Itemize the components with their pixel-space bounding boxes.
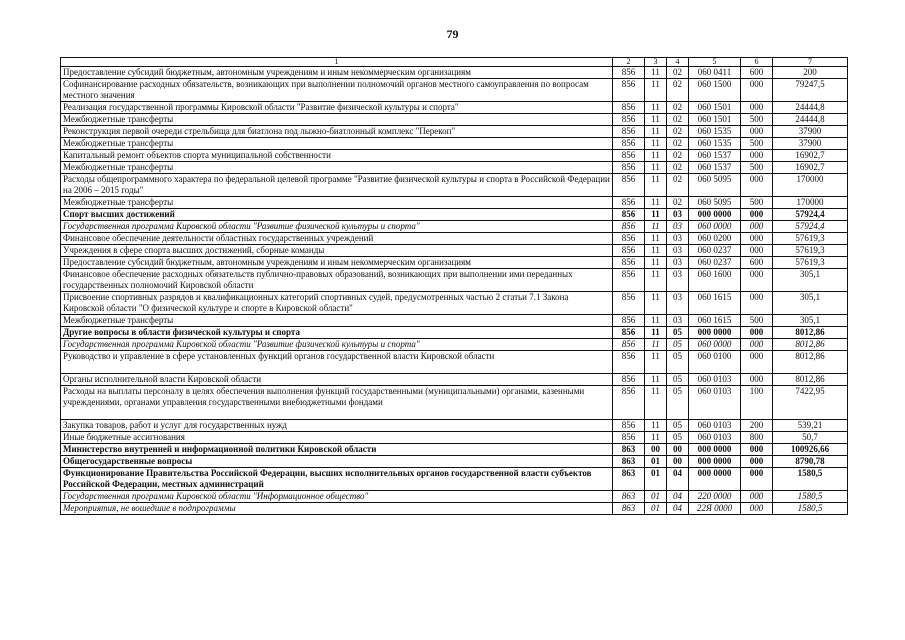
cell-section: 11 bbox=[645, 174, 667, 197]
budget-table bbox=[60, 57, 848, 515]
cell-amount: 305,1 bbox=[773, 269, 848, 292]
cell-kind: 000 bbox=[741, 339, 773, 351]
cell-amount: 8012,86 bbox=[773, 351, 848, 374]
cell-section: 01 bbox=[645, 503, 667, 515]
table-row bbox=[61, 162, 848, 174]
table-row bbox=[61, 315, 848, 327]
cell-amount: 8012,86 bbox=[773, 339, 848, 351]
table-row bbox=[61, 79, 848, 102]
cell-section: 11 bbox=[645, 209, 667, 221]
cell-target: 060 1615 bbox=[689, 315, 741, 327]
row-name: Руководство и управление в сфере установленных функций органов государственной власти Кировской области bbox=[61, 351, 613, 374]
row-name: Органы исполнительной власти Кировской области bbox=[61, 374, 613, 386]
row-name: Государственная программа Кировской области "Развитие физической культуры и спорта" bbox=[61, 339, 613, 351]
cell-target: 060 5095 bbox=[689, 197, 741, 209]
table-row bbox=[61, 150, 848, 162]
cell-code: 856 bbox=[613, 233, 645, 245]
cell-target: 060 1615 bbox=[689, 292, 741, 315]
cell-subsection: 02 bbox=[667, 138, 689, 150]
cell-kind: 000 bbox=[741, 233, 773, 245]
cell-amount: 200 bbox=[773, 67, 848, 79]
cell-subsection: 02 bbox=[667, 162, 689, 174]
cell-amount: 57924,4 bbox=[773, 209, 848, 221]
cell-target: 060 0000 bbox=[689, 339, 741, 351]
cell-code: 856 bbox=[613, 150, 645, 162]
cell-section: 11 bbox=[645, 79, 667, 102]
column-header: 7 bbox=[773, 58, 848, 67]
cell-target: 000 0000 bbox=[689, 456, 741, 468]
cell-amount: 57619,3 bbox=[773, 245, 848, 257]
cell-subsection: 04 bbox=[667, 468, 689, 491]
table-row bbox=[61, 444, 848, 456]
cell-amount: 57619,3 bbox=[773, 233, 848, 245]
cell-target: 060 1501 bbox=[689, 102, 741, 114]
table-row bbox=[61, 257, 848, 269]
cell-subsection: 02 bbox=[667, 114, 689, 126]
cell-kind: 500 bbox=[741, 197, 773, 209]
table-row bbox=[61, 197, 848, 209]
cell-target: 060 0237 bbox=[689, 245, 741, 257]
cell-kind: 000 bbox=[741, 221, 773, 233]
cell-section: 11 bbox=[645, 233, 667, 245]
cell-subsection: 00 bbox=[667, 456, 689, 468]
row-name: Учреждения в сфере спорта высших достижений, сборные команды bbox=[61, 245, 613, 257]
row-name: Реализация государственной программы Кировской области "Развитие физической культуры и спорта" bbox=[61, 102, 613, 114]
table-row bbox=[61, 503, 848, 515]
cell-subsection: 03 bbox=[667, 209, 689, 221]
cell-code: 856 bbox=[613, 102, 645, 114]
cell-subsection: 05 bbox=[667, 420, 689, 432]
cell-section: 01 bbox=[645, 468, 667, 491]
cell-target: 060 1537 bbox=[689, 150, 741, 162]
cell-amount: 37900 bbox=[773, 126, 848, 138]
cell-kind: 000 bbox=[741, 444, 773, 456]
table-row bbox=[61, 114, 848, 126]
cell-kind: 000 bbox=[741, 150, 773, 162]
cell-amount: 16902,7 bbox=[773, 162, 848, 174]
cell-code: 856 bbox=[613, 351, 645, 374]
cell-target: 060 0237 bbox=[689, 257, 741, 269]
cell-section: 11 bbox=[645, 162, 667, 174]
cell-kind: 000 bbox=[741, 374, 773, 386]
cell-section: 01 bbox=[645, 491, 667, 503]
cell-section: 11 bbox=[645, 351, 667, 374]
cell-amount: 57924,4 bbox=[773, 221, 848, 233]
cell-section: 11 bbox=[645, 432, 667, 444]
cell-target: 060 1600 bbox=[689, 269, 741, 292]
cell-kind: 500 bbox=[741, 114, 773, 126]
table-row bbox=[61, 126, 848, 138]
column-header: 5 bbox=[689, 58, 741, 67]
cell-code: 856 bbox=[613, 126, 645, 138]
cell-subsection: 02 bbox=[667, 67, 689, 79]
row-name: Государственная программа Кировской области "Развитие физической культуры и спорта" bbox=[61, 221, 613, 233]
cell-target: 000 0000 bbox=[689, 444, 741, 456]
cell-section: 11 bbox=[645, 114, 667, 126]
cell-subsection: 05 bbox=[667, 339, 689, 351]
table-row bbox=[61, 269, 848, 292]
cell-kind: 600 bbox=[741, 67, 773, 79]
cell-target: 060 5095 bbox=[689, 174, 741, 197]
cell-target: 000 0000 bbox=[689, 327, 741, 339]
cell-subsection: 03 bbox=[667, 269, 689, 292]
row-name: Межбюджетные трансферты bbox=[61, 197, 613, 209]
row-name: Иные бюджетные ассигнования bbox=[61, 432, 613, 444]
cell-amount: 1580,5 bbox=[773, 503, 848, 515]
cell-section: 11 bbox=[645, 150, 667, 162]
cell-kind: 000 bbox=[741, 327, 773, 339]
cell-kind: 000 bbox=[741, 468, 773, 491]
cell-code: 856 bbox=[613, 420, 645, 432]
cell-amount: 170000 bbox=[773, 174, 848, 197]
page-number: 79 bbox=[446, 27, 459, 41]
cell-subsection: 03 bbox=[667, 257, 689, 269]
cell-amount: 7422,95 bbox=[773, 386, 848, 420]
cell-code: 856 bbox=[613, 79, 645, 102]
cell-target: 060 1501 bbox=[689, 114, 741, 126]
table-row bbox=[61, 374, 848, 386]
table-row bbox=[61, 327, 848, 339]
row-name: Мероприятия, не вошедшие в подпрограммы bbox=[61, 503, 613, 515]
row-name: Предоставление субсидий бюджетным, автономным учреждениям и иным некоммерческим организациям bbox=[61, 257, 613, 269]
table-row bbox=[61, 102, 848, 114]
cell-code: 856 bbox=[613, 245, 645, 257]
table-row bbox=[61, 233, 848, 245]
cell-code: 856 bbox=[613, 162, 645, 174]
cell-target: 220 0000 bbox=[689, 491, 741, 503]
cell-kind: 500 bbox=[741, 162, 773, 174]
table-row bbox=[61, 221, 848, 233]
row-name: Межбюджетные трансферты bbox=[61, 138, 613, 150]
cell-code: 863 bbox=[613, 468, 645, 491]
cell-section: 11 bbox=[645, 315, 667, 327]
cell-target: 060 0103 bbox=[689, 420, 741, 432]
cell-section: 11 bbox=[645, 197, 667, 209]
cell-section: 11 bbox=[645, 245, 667, 257]
cell-kind: 000 bbox=[741, 351, 773, 374]
cell-kind: 200 bbox=[741, 420, 773, 432]
row-name: Закупка товаров, работ и услуг для государственных нужд bbox=[61, 420, 613, 432]
cell-code: 856 bbox=[613, 374, 645, 386]
cell-target: 060 0411 bbox=[689, 67, 741, 79]
table-row bbox=[61, 292, 848, 315]
row-name: Расходы на выплаты персоналу в целях обеспечения выполнения функций государственными (муниципальными) органами, казенными учреждениями, органами управления государственными внебюджетными фондами bbox=[61, 386, 613, 420]
cell-code: 856 bbox=[613, 114, 645, 126]
cell-kind: 000 bbox=[741, 102, 773, 114]
cell-kind: 000 bbox=[741, 79, 773, 102]
table-row bbox=[61, 174, 848, 197]
row-name: Присвоение спортивных разрядов и квалификационных категорий спортивных судей, предусмотренных частью 2 статьи 7.1 Закона Кировской области "О физической культуре и спорте в Кировской области" bbox=[61, 292, 613, 315]
cell-subsection: 02 bbox=[667, 174, 689, 197]
cell-code: 856 bbox=[613, 138, 645, 150]
cell-kind: 000 bbox=[741, 292, 773, 315]
cell-amount: 1580,5 bbox=[773, 491, 848, 503]
cell-subsection: 05 bbox=[667, 327, 689, 339]
table-row bbox=[61, 67, 848, 79]
row-name: Софинансирование расходных обязательств, возникающих при выполнении полномочий органов местного самоуправления по вопросам местного значения bbox=[61, 79, 613, 102]
cell-subsection: 02 bbox=[667, 197, 689, 209]
column-header: 3 bbox=[645, 58, 667, 67]
row-name: Другие вопросы в области физической культуры и спорта bbox=[61, 327, 613, 339]
cell-code: 856 bbox=[613, 339, 645, 351]
cell-kind: 000 bbox=[741, 126, 773, 138]
row-name: Спорт высших достижений bbox=[61, 209, 613, 221]
table-header-row bbox=[61, 58, 848, 67]
cell-code: 863 bbox=[613, 503, 645, 515]
table-row bbox=[61, 209, 848, 221]
cell-subsection: 05 bbox=[667, 351, 689, 374]
cell-amount: 1580,5 bbox=[773, 468, 848, 491]
cell-kind: 800 bbox=[741, 432, 773, 444]
cell-code: 856 bbox=[613, 257, 645, 269]
cell-section: 11 bbox=[645, 257, 667, 269]
cell-kind: 000 bbox=[741, 491, 773, 503]
cell-section: 11 bbox=[645, 102, 667, 114]
cell-subsection: 05 bbox=[667, 386, 689, 420]
cell-subsection: 03 bbox=[667, 221, 689, 233]
row-name: Финансовое обеспечение деятельности областных государственных учреждений bbox=[61, 233, 613, 245]
row-name: Капитальный ремонт объектов спорта муниципальной собственности bbox=[61, 150, 613, 162]
cell-kind: 100 bbox=[741, 386, 773, 420]
cell-amount: 57619,3 bbox=[773, 257, 848, 269]
cell-target: 000 0000 bbox=[689, 209, 741, 221]
cell-section: 11 bbox=[645, 386, 667, 420]
row-name: Предоставление субсидий бюджетным, автономным учреждениям и иным некоммерческим организациям bbox=[61, 67, 613, 79]
table-row bbox=[61, 456, 848, 468]
cell-section: 11 bbox=[645, 374, 667, 386]
table-row bbox=[61, 468, 848, 491]
cell-section: 11 bbox=[645, 221, 667, 233]
column-header: 6 bbox=[741, 58, 773, 67]
cell-section: 11 bbox=[645, 420, 667, 432]
cell-kind: 600 bbox=[741, 257, 773, 269]
cell-code: 856 bbox=[613, 432, 645, 444]
cell-subsection: 02 bbox=[667, 102, 689, 114]
cell-subsection: 02 bbox=[667, 126, 689, 138]
cell-amount: 539,21 bbox=[773, 420, 848, 432]
cell-kind: 500 bbox=[741, 315, 773, 327]
row-name: Межбюджетные трансферты bbox=[61, 162, 613, 174]
cell-code: 856 bbox=[613, 209, 645, 221]
cell-kind: 000 bbox=[741, 456, 773, 468]
cell-amount: 305,1 bbox=[773, 292, 848, 315]
table-row bbox=[61, 386, 848, 420]
cell-section: 11 bbox=[645, 292, 667, 315]
row-name: Функционирование Правительства Российской Федерации, высших исполнительных органов государственной власти субъектов Российской Федерации, местных администраций bbox=[61, 468, 613, 491]
cell-code: 856 bbox=[613, 67, 645, 79]
cell-subsection: 02 bbox=[667, 150, 689, 162]
cell-amount: 24444,8 bbox=[773, 102, 848, 114]
column-header: 4 bbox=[667, 58, 689, 67]
cell-code: 856 bbox=[613, 174, 645, 197]
cell-code: 856 bbox=[613, 269, 645, 292]
cell-target: 22Я 0000 bbox=[689, 503, 741, 515]
cell-amount: 8012,86 bbox=[773, 327, 848, 339]
cell-target: 060 0103 bbox=[689, 432, 741, 444]
table-row bbox=[61, 432, 848, 444]
table-body bbox=[61, 67, 848, 515]
cell-section: 01 bbox=[645, 456, 667, 468]
cell-kind: 000 bbox=[741, 209, 773, 221]
cell-target: 060 1535 bbox=[689, 126, 741, 138]
cell-section: 11 bbox=[645, 327, 667, 339]
cell-subsection: 05 bbox=[667, 432, 689, 444]
table-row bbox=[61, 339, 848, 351]
table-row bbox=[61, 420, 848, 432]
table-row bbox=[61, 245, 848, 257]
row-name: Межбюджетные трансферты bbox=[61, 315, 613, 327]
cell-amount: 8012,86 bbox=[773, 374, 848, 386]
cell-code: 856 bbox=[613, 386, 645, 420]
cell-section: 11 bbox=[645, 126, 667, 138]
cell-target: 060 1537 bbox=[689, 162, 741, 174]
cell-subsection: 03 bbox=[667, 233, 689, 245]
cell-target: 000 0000 bbox=[689, 468, 741, 491]
cell-code: 856 bbox=[613, 327, 645, 339]
cell-code: 863 bbox=[613, 444, 645, 456]
cell-code: 856 bbox=[613, 292, 645, 315]
table-row bbox=[61, 491, 848, 503]
cell-code: 856 bbox=[613, 315, 645, 327]
cell-target: 060 1500 bbox=[689, 79, 741, 102]
cell-subsection: 04 bbox=[667, 503, 689, 515]
cell-amount: 50,7 bbox=[773, 432, 848, 444]
cell-section: 00 bbox=[645, 444, 667, 456]
cell-amount: 24444,8 bbox=[773, 114, 848, 126]
row-name: Государственная программа Кировской области "Информационное общество" bbox=[61, 491, 613, 503]
cell-section: 11 bbox=[645, 339, 667, 351]
cell-target: 060 0000 bbox=[689, 221, 741, 233]
cell-subsection: 00 bbox=[667, 444, 689, 456]
row-name: Финансовое обеспечение расходных обязательств публично-правовых образований, возникающих при выполнении ими переданных государственных полномочий Кировской области bbox=[61, 269, 613, 292]
cell-target: 060 0103 bbox=[689, 374, 741, 386]
row-name: Межбюджетные трансферты bbox=[61, 114, 613, 126]
cell-amount: 100926,66 bbox=[773, 444, 848, 456]
cell-section: 11 bbox=[645, 138, 667, 150]
cell-code: 863 bbox=[613, 491, 645, 503]
cell-amount: 37900 bbox=[773, 138, 848, 150]
cell-amount: 79247,5 bbox=[773, 79, 848, 102]
cell-code: 856 bbox=[613, 197, 645, 209]
row-name: Министерство внутренней и информационной политики Кировской области bbox=[61, 444, 613, 456]
cell-target: 060 0100 bbox=[689, 351, 741, 374]
cell-section: 11 bbox=[645, 67, 667, 79]
row-name: Общегосударственные вопросы bbox=[61, 456, 613, 468]
table-row bbox=[61, 138, 848, 150]
cell-kind: 500 bbox=[741, 138, 773, 150]
cell-kind: 000 bbox=[741, 269, 773, 292]
table-row bbox=[61, 351, 848, 374]
column-header: 2 bbox=[613, 58, 645, 67]
cell-section: 11 bbox=[645, 269, 667, 292]
cell-amount: 305,1 bbox=[773, 315, 848, 327]
cell-amount: 8790,78 bbox=[773, 456, 848, 468]
row-name: Расходы общепрограммного характера по федеральной целевой программе "Развитие физической культуры и спорта в Российской Федерации на 2006 – 2015 годы" bbox=[61, 174, 613, 197]
cell-target: 060 1535 bbox=[689, 138, 741, 150]
cell-code: 863 bbox=[613, 456, 645, 468]
cell-amount: 16902,7 bbox=[773, 150, 848, 162]
cell-subsection: 02 bbox=[667, 79, 689, 102]
cell-subsection: 05 bbox=[667, 374, 689, 386]
column-header: 1 bbox=[61, 58, 613, 67]
cell-subsection: 03 bbox=[667, 315, 689, 327]
cell-kind: 000 bbox=[741, 245, 773, 257]
cell-subsection: 03 bbox=[667, 292, 689, 315]
cell-kind: 000 bbox=[741, 174, 773, 197]
cell-subsection: 03 bbox=[667, 245, 689, 257]
cell-subsection: 04 bbox=[667, 491, 689, 503]
row-name: Реконструкция первой очереди стрельбища для биатлона под лыжно-биатлонный комплекс "Перекоп" bbox=[61, 126, 613, 138]
cell-amount: 170000 bbox=[773, 197, 848, 209]
cell-kind: 000 bbox=[741, 503, 773, 515]
cell-target: 060 0103 bbox=[689, 386, 741, 420]
cell-target: 060 0200 bbox=[689, 233, 741, 245]
cell-code: 856 bbox=[613, 221, 645, 233]
